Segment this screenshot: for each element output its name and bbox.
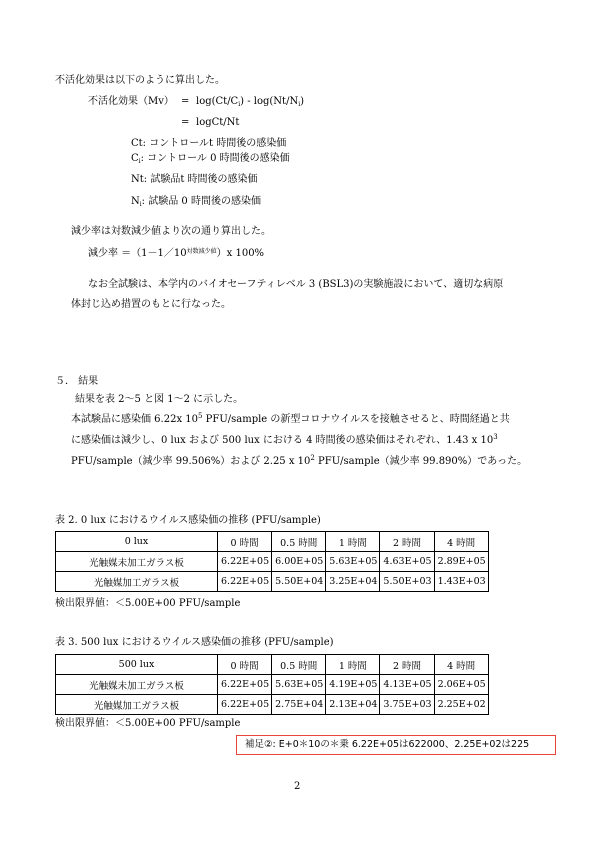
- definition-ci: $C_i$: コントロール 0 時間後の感染価: [131, 153, 290, 165]
- table2-header-row: [56, 532, 489, 552]
- table-cell: 6.22E+05: [218, 552, 272, 572]
- results-p3: に感染価は減少し、0 lux および 500 lux における 4 時間後の感染価はそれぞれ、1.43 x $10^3$: [71, 433, 498, 446]
- definition-nt: Nt: 試験品t 時間後の感染価: [131, 174, 258, 185]
- page-number: 2: [294, 781, 301, 792]
- table-cell-sample: 光触媒加工ガラス板: [56, 572, 218, 592]
- table-row: [56, 695, 489, 715]
- table-cell: 1.43E+03: [434, 572, 488, 592]
- table-header: 0.5 時間: [272, 532, 326, 552]
- equals-sign-1: =: [181, 96, 190, 107]
- table-cell: 2.25E+02: [434, 695, 488, 715]
- table-header: 1 時間: [326, 532, 380, 552]
- table-cell: 2.75E+04: [272, 695, 326, 715]
- reduction-intro: 減少率は対数減少値より次の通り算出した。: [71, 226, 271, 237]
- table-cell: 6.22E+05: [218, 572, 272, 592]
- calc-intro: 不活化効果は以下のように算出した。: [55, 75, 225, 86]
- reduction-formula: 減少率 $=(1-1/10^{対数減少値})x$ 100%: [88, 248, 265, 259]
- table3-footnote: 検出限界値：＜5.00E+00 PFU/sample: [55, 718, 241, 729]
- table-cell: 5.63E+05: [272, 675, 326, 695]
- bsl-line-1: なお全試験は、本学内のバイオセーフティレベル 3 (BSL3)の実験施設において、適切な病原: [88, 279, 504, 290]
- table-header: 2 時間: [380, 655, 434, 675]
- table-header: 500 lux: [56, 655, 218, 675]
- results-p1: 結果を表 2～5 と図 1～2 に示した。: [75, 394, 244, 405]
- table2-footnote: 検出限界値：＜5.00E+00 PFU/sample: [55, 598, 241, 609]
- table2: [55, 531, 489, 592]
- table-cell: 5.50E+04: [272, 572, 326, 592]
- mv-formula-simplified: logCt/Nt: [196, 117, 240, 128]
- table-cell: 6.00E+05: [272, 552, 326, 572]
- results-heading: ５． 結果: [55, 376, 99, 387]
- table-row: [56, 675, 489, 695]
- definition-ni: $N_i$: 試験品 0 時間後の感染価: [131, 196, 261, 208]
- table-cell: 4.13E+05: [380, 675, 434, 695]
- table-cell: 3.25E+04: [326, 572, 380, 592]
- table-cell: 4.19E+05: [326, 675, 380, 695]
- table-header: 0 時間: [218, 655, 272, 675]
- mv-formula: $\log(Ct/C_i) - \log(Nt/N_i)$: [196, 96, 305, 108]
- table-cell: 6.22E+05: [218, 695, 272, 715]
- equals-sign-2: =: [181, 117, 190, 128]
- table-header: 0.5 時間: [272, 655, 326, 675]
- results-p2: 本試験品に感染価 6.22x $10^5$ PFU/sample の新型コロナウイルスを接触させると、時間経過と共: [71, 412, 510, 425]
- table-cell-sample: 光触媒未加工ガラス板: [56, 675, 218, 695]
- table-header: 4 時間: [434, 655, 488, 675]
- table-header: 0 lux: [56, 532, 218, 552]
- table-header: 4 時間: [434, 532, 488, 552]
- table3-header-row: [56, 655, 489, 675]
- table-cell: 2.89E+05: [434, 552, 488, 572]
- table2-caption: 表 2. 0 lux におけるウイルス感染価の推移 (PFU/sample): [55, 515, 321, 526]
- table-cell: 6.22E+05: [218, 675, 272, 695]
- table-row: [56, 552, 489, 572]
- table3-caption: 表 3. 500 lux におけるウイルス感染価の推移 (PFU/sample): [55, 637, 334, 648]
- table3: [55, 654, 489, 715]
- definition-ct: Ct: コントロールt 時間後の感染価: [131, 138, 287, 149]
- table-header: 1 時間: [326, 655, 380, 675]
- mv-label: 不活化効果（Mv）: [88, 96, 174, 107]
- table-header: 2 時間: [380, 532, 434, 552]
- table-cell: 2.06E+05: [434, 675, 488, 695]
- table-cell: 4.63E+05: [380, 552, 434, 572]
- table-row: [56, 572, 489, 592]
- table-cell-sample: 光触媒加工ガラス板: [56, 695, 218, 715]
- table-cell: 2.13E+04: [326, 695, 380, 715]
- supplementary-note: 補足②: E+0＊10の＊乗 6.22E+05は622000、2.25E+02は225: [236, 735, 556, 755]
- bsl-line-2: 体封じ込め措置のもとに行なった。: [71, 299, 231, 310]
- table-header: 0 時間: [218, 532, 272, 552]
- results-p4: PFU/sample（減少率 99.506%）および 2.25 x $10^2$ PFU/sample（減少率 99.890%）であった。: [71, 454, 528, 467]
- table-cell-sample: 光触媒未加工ガラス板: [56, 552, 218, 572]
- table-cell: 5.63E+05: [326, 552, 380, 572]
- table-cell: 3.75E+03: [380, 695, 434, 715]
- table-cell: 5.50E+03: [380, 572, 434, 592]
